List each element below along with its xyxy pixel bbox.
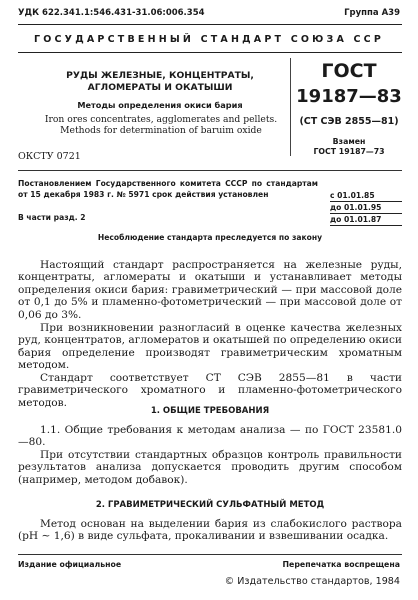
- title-divider: [290, 58, 291, 156]
- footer-rule: [18, 554, 402, 555]
- official-edition: Издание официальное: [18, 560, 122, 569]
- okstu-rule: [18, 170, 402, 171]
- gost-label: ГОСТ: [321, 60, 377, 82]
- paragraph-1-1: 1.1. Общие требования к методам анализа — по ГОСТ 23581.0—80.: [18, 424, 402, 449]
- title-en-line1: Iron ores concentrates, agglomerates and pellets.: [44, 114, 278, 125]
- section-2-heading: 2. ГРАВИМЕТРИЧЕСКИЙ СУЛЬФАТНЫЙ МЕТОД: [95, 500, 325, 510]
- group-code: Группа А39: [344, 8, 400, 18]
- date-to: до 01.01.95: [330, 202, 402, 214]
- paragraph-intro: Настоящий стандарт распространяется на железные руды, концентраты, агломераты и окатыши и устанавливает методы определения окиси бария: гравиметрический — при массовой доле от 0,1 до 5% и пламенно-фотометрический — при массовой доле от 0,06 до 3%.: [18, 259, 402, 321]
- paragraph-disputes: При возникновении разногласий в оценке качества железных руд, концентратов, агломератов и окатышей по определению окиси бария определение производят гравиметрическим хроматным методом.: [18, 322, 402, 372]
- gost-number: 19187—83: [296, 86, 402, 107]
- paragraph-conformity: Стандарт соответствует СТ СЭВ 2855—81 в части гравиметрического хроматного и пламенно-фотометрического методов.: [18, 372, 402, 409]
- section-1-heading: 1. ОБЩИЕ ТРЕБОВАНИЯ: [150, 406, 270, 416]
- title-ru-line1: РУДЫ ЖЕЛЕЗНЫЕ, КОНЦЕНТРАТЫ,: [66, 70, 254, 81]
- standard-banner: ГОСУДАРСТВЕННЫЙ СТАНДАРТ СОЮЗА ССР: [33, 34, 385, 45]
- title-ru-line2: АГЛОМЕРАТЫ И ОКАТЫШИ: [87, 82, 233, 93]
- header-rule: [18, 24, 402, 25]
- banner-rule: [18, 52, 402, 53]
- date-from: с 01.01.85: [330, 190, 402, 202]
- title-ru-subtitle: Методы определения окиси бария: [77, 100, 243, 110]
- paragraph-method-basis: Метод основан на выделении бария из слабокислого раствора (pH ∼ 1,6) в виде сульфата, прокаливании и взвешивании осадка.: [18, 518, 402, 543]
- title-en-line2: Methods for determination of baruim oxide: [60, 125, 262, 136]
- replaces-label: Взамен: [332, 137, 366, 146]
- sev-reference: (СТ СЭВ 2855—81): [299, 116, 399, 127]
- part-label: В части разд. 2: [18, 213, 86, 222]
- decree-text: Постановлением Государственного комитета СССР по стандартам от 15 декабря 1983 г. № 5971 срок действия установлен: [18, 179, 318, 199]
- okstu-code: ОКСТУ 0721: [18, 151, 81, 162]
- udk-code: УДК 622.341.1:546.431-31.06:006.354: [18, 8, 205, 18]
- penalty-notice: Несоблюдение стандарта преследуется по закону: [97, 233, 323, 242]
- replaces-standard: ГОСТ 19187—73: [313, 147, 385, 156]
- copyright-notice: © Издательство стандартов, 1984: [224, 576, 400, 587]
- date-to-part2: до 01.01.87: [330, 214, 402, 226]
- reprint-notice: Перепечатка воспрещена: [282, 560, 400, 569]
- paragraph-no-samples: При отсутствии стандартных образцов контроль правильности результатов анализа допускается проводить другим способом (например, методом добавок).: [18, 449, 402, 486]
- validity-dates: [330, 190, 402, 226]
